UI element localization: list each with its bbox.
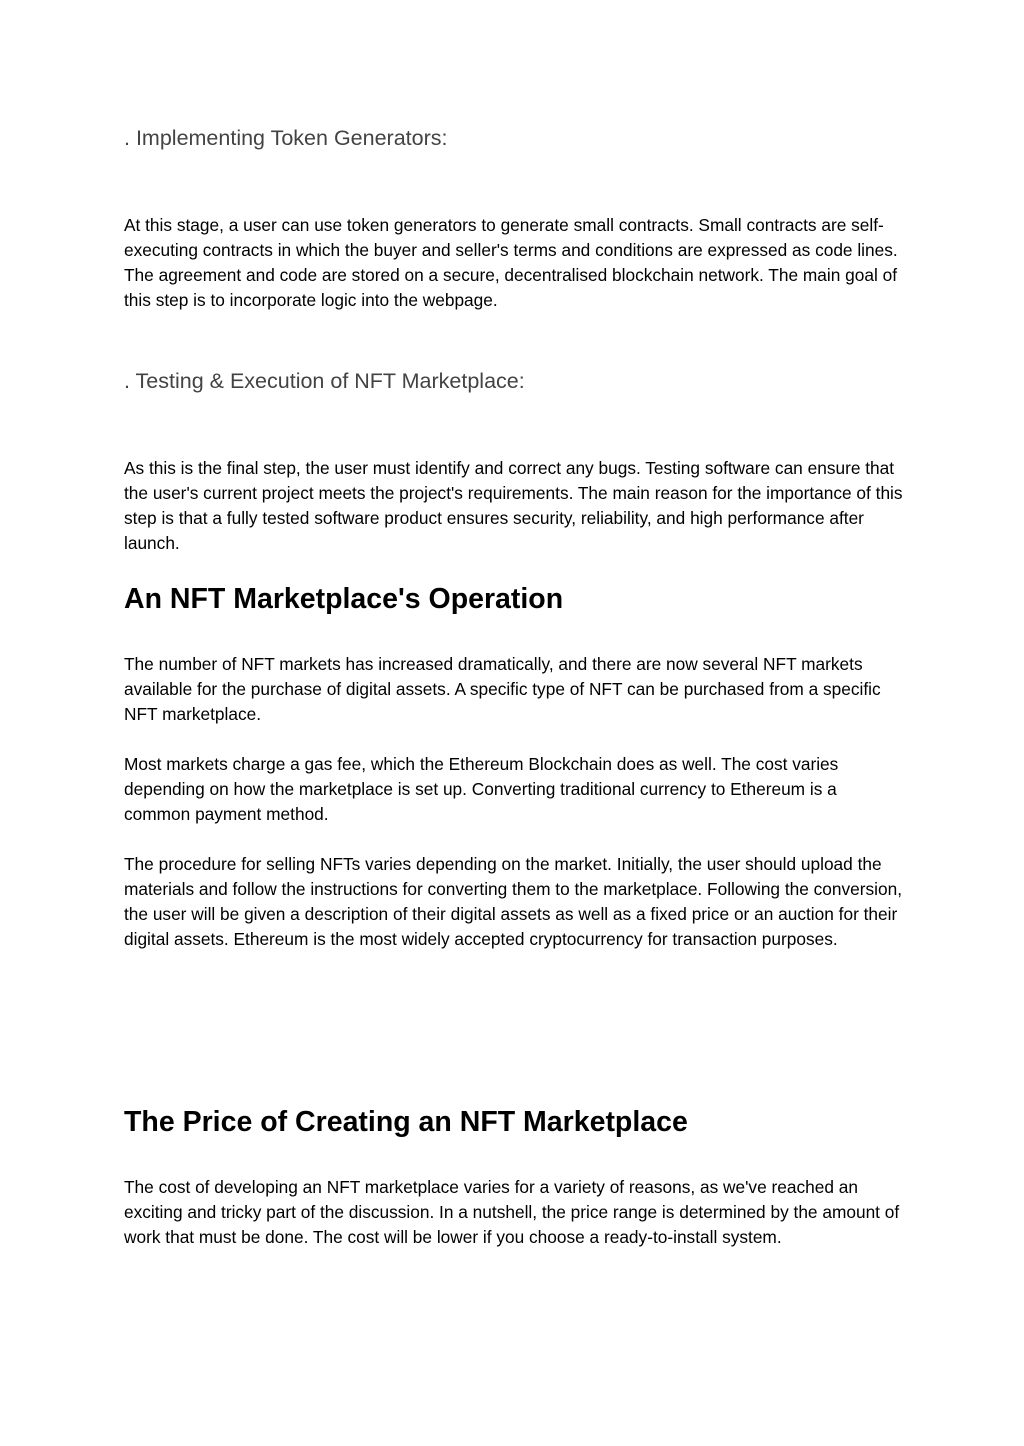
paragraph-operation-2: Most markets charge a gas fee, which the Ethereum Blockchain does as well. The cost varies depending on how the marketplace is set up. Converting traditional currency to Ethereum is a common payment method. xyxy=(124,754,839,824)
paragraph-marketplace-price: The cost of developing an NFT marketplace varies for a variety of reasons, as we've reached an exciting and tricky part of the discussion. In a nutshell, the price range is determined by the amount of work that must be done. The cost will be lower if you choose a ready-to-install system. xyxy=(124,1177,900,1247)
subheading-testing-execution: . Testing & Execution of NFT Marketplace: xyxy=(124,369,525,393)
heading-marketplace-price: The Price of Creating an NFT Marketplace xyxy=(124,1106,688,1138)
heading-marketplace-operation: An NFT Marketplace's Operation xyxy=(124,583,564,615)
paragraph-testing-execution: As this is the final step, the user must identify and correct any bugs. Testing software can ensure that the user's current project meets the project's requirements. The main reason for the importance of this step is that a fully tested software product ensures security, reliability, and high performance after launch. xyxy=(124,458,903,553)
paragraph-operation-3: The procedure for selling NFTs varies depending on the market. Initially, the user should upload the materials and follow the instructions for converting them to the marketplace. Following the conversion, the user will be given a description of their digital assets as well as a fixed price or an auction for their digital assets. Ethereum is the most widely accepted cryptocurrency for transaction purposes. xyxy=(124,854,903,949)
paragraph-token-generators: At this stage, a user can use token generators to generate small contracts. Small contracts are self-executing contracts in which the buyer and seller's terms and conditions are expressed as code lines. The agreement and code are stored on a secure, decentralised blockchain network. The main goal of this step is to incorporate logic into the webpage. xyxy=(124,215,898,310)
subheading-token-generators: . Implementing Token Generators: xyxy=(124,126,448,150)
paragraph-operation-1: The number of NFT markets has increased dramatically, and there are now several NFT markets available for the purchase of digital assets. A specific type of NFT can be purchased from a specific NFT marketplace. xyxy=(124,654,881,724)
